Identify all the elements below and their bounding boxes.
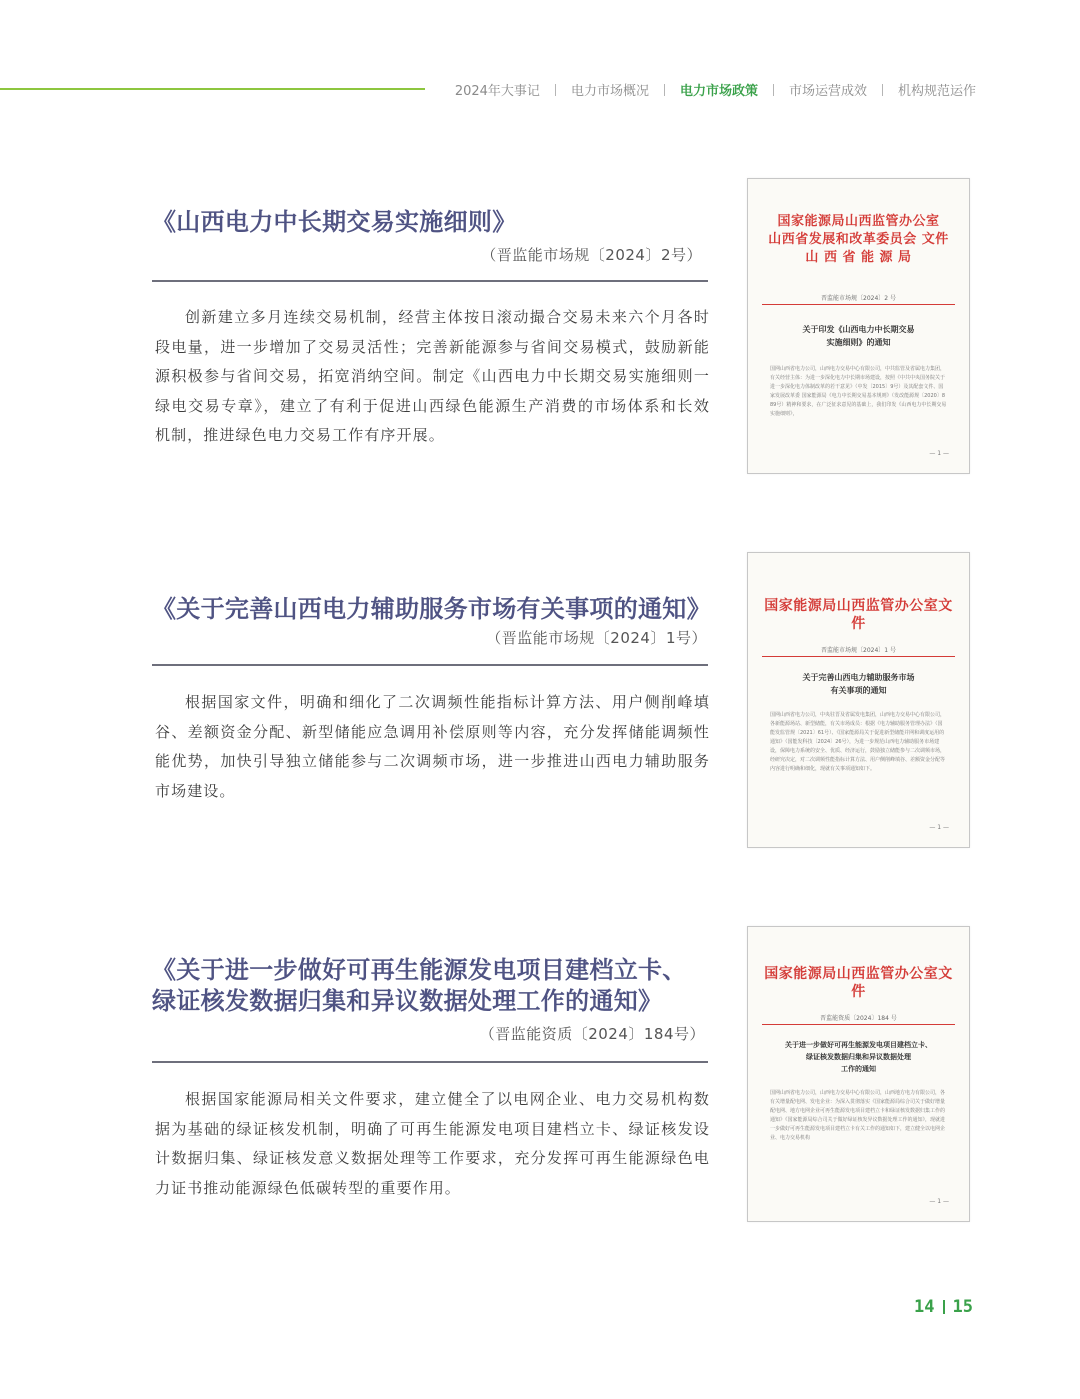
nav-separator bbox=[882, 84, 883, 96]
document-number: 晋监能资质〔2024〕184 号 bbox=[820, 1015, 897, 1022]
page-number-left: 14 bbox=[914, 1297, 935, 1317]
red-divider bbox=[762, 656, 955, 657]
header-accent-line bbox=[0, 88, 425, 90]
nav-separator bbox=[773, 84, 774, 96]
document-page-number: — 1 — bbox=[929, 1198, 949, 1205]
policy-body-1: 创新建立多月连续交易机制，经营主体按日滚动撮合交易未来六个月各时段电量，进一步增加了交易灵活性；完善新能源参与省间交易模式，鼓励新能源积极参与省间交易，拓宽消纳空间。制定《山西电力中长期交易实施细则一绿电交易专章》，建立了有利于促进山西绿色能源生产消费的市场体系和长效机制，推进绿色电力交易工作有序开展。 bbox=[155, 308, 710, 444]
document-number: 晋监能市场规〔2024〕2 号 bbox=[821, 295, 896, 302]
policy-title-line: 《关于进一步做好可再生能源发电项目建档立卡、 bbox=[152, 956, 687, 984]
section-divider bbox=[152, 664, 708, 666]
document-header: 国家能源局山西监管办公室文件 bbox=[764, 598, 953, 632]
document-page-number: — 1 — bbox=[929, 450, 949, 457]
page-numbers bbox=[914, 1297, 973, 1317]
document-thumbnail-1 bbox=[747, 178, 970, 474]
red-divider bbox=[762, 1024, 955, 1025]
page-number-separator bbox=[943, 1300, 945, 1314]
document-thumbnail-3 bbox=[747, 926, 970, 1222]
nav-separator bbox=[664, 84, 665, 96]
document-title: 关于完善山西电力辅助服务市场 有关事项的通知 bbox=[802, 673, 915, 695]
document-page-number: — 1 — bbox=[929, 824, 949, 831]
document-text: 国网山西省电力公司，山西电力交易中心有限公司，中共监管及省属电力集团，有关经营主体：为进一步深化电力中长期市场建设，按照《中共中央国务院关于进一步深化电力体制改革的若干意见》（中发〔2015〕9号）及其配套文件、国家发展改革委 国家能源局《电力中长期交易基本规则》（发改能源规〔2020〕889号）精神和要求，在广泛征求意见的基础上，我们印发《山西电力中长期交易实施细则》， bbox=[770, 366, 947, 417]
policy-title-3 bbox=[152, 955, 687, 1017]
document-number: 晋监能市场规〔2024〕1 号 bbox=[821, 647, 896, 654]
policy-title-2 bbox=[152, 594, 711, 625]
policy-doc-number-3: （晋监能资质〔2024〕184号） bbox=[479, 1025, 705, 1043]
section-divider bbox=[152, 1061, 708, 1063]
document-title: 关于印发《山西电力中长期交易 实施细则》的通知 bbox=[802, 325, 915, 347]
document-thumbnail-2 bbox=[747, 552, 970, 848]
nav-item-market-policy[interactable]: 电力市场政策 bbox=[679, 84, 758, 99]
section-nav bbox=[455, 80, 976, 99]
nav-item-operation-results[interactable]: 市场运营成效 bbox=[788, 84, 867, 99]
policy-title-line: 绿证核发数据归集和异议数据处理工作的通知》 bbox=[152, 987, 663, 1015]
document-header: 国家能源局山西监管办公室文件 bbox=[764, 966, 953, 1000]
document-text: 国网山西省电力公司，中央驻晋及省属发电集团，山西电力交易中心有限公司，各新能源场站、新型储能，有关市场成员：根据《电力辅助服务管理办法》（国能发监管规〔2021〕61号）、《国家能源局关于促进新型储能并网和调度运用的通知》（国能发科技〔2024〕26号），为进一步规范山西电力辅助服务市场建设，保障电力系统的安全、优质、经济运行，鼓励独立储能参与二次调频市场，经研究决定，对二次调频性能指标计算方法、用户侧削峰填谷、差额资金分配等内容进行明确和细化，现就有关事项通知如下。 bbox=[770, 712, 946, 772]
document-title: 关于进一步做好可再生能源发电项目建档立卡、 绿证核发数据归集和异议数据处理 工作的通知 bbox=[785, 1041, 932, 1073]
nav-item-market-overview[interactable]: 电力市场概况 bbox=[570, 84, 649, 99]
policy-title-line: 《关于完善山西电力辅助服务市场有关事项的通知》 bbox=[152, 595, 711, 623]
red-divider bbox=[762, 304, 955, 305]
nav-item-events[interactable]: 2024年大事记 bbox=[454, 84, 540, 99]
policy-title-line: 《山西电力中长期交易实施细则》 bbox=[152, 208, 517, 236]
policy-body-2: 根据国家文件，明确和细化了二次调频性能指标计算方法、用户侧削峰填谷、差额资金分配、新型储能应急调用补偿原则等内容，充分发挥储能调频性能优势，加快引导独立储能参与二次调频市场，进一步推进山西电力辅助服务市场建设。 bbox=[155, 693, 710, 800]
policy-doc-number-2: （晋监能市场规〔2024〕1号） bbox=[486, 629, 707, 647]
document-text: 国网山西省电力公司，山西电力交易中心有限公司，山西地方电力有限公司，各有关增量配电网、发电企业：为深入贯彻落实《国家能源局综合司关于做好增量配电网、地方电网企业可再生能源发电项目建档立卡和绿证核发数据归集工作的通知》《国家能源局综合司关于做好绿证核发异议数据处理工作的通知》，现就进一步做好可再生能源发电项目建档立卡有关工作的通知如下，建立健全以电网企业、电力交易机构 bbox=[770, 1090, 946, 1141]
policy-title-1 bbox=[152, 207, 517, 238]
section-divider bbox=[152, 280, 708, 282]
nav-separator bbox=[555, 84, 556, 96]
policy-body-3: 根据国家能源局相关文件要求，建立健全了以电网企业、电力交易机构数据为基础的绿证核发机制，明确了可再生能源发电项目建档立卡、绿证核发设计数据归集、绿证核发意义数据处理等工作要求，充分发挥可再生能源绿色电力证书推动能源绿色低碳转型的重要作用。 bbox=[155, 1090, 710, 1197]
nav-item-institution[interactable]: 机构规范运作 bbox=[897, 84, 976, 99]
policy-doc-number-1: （晋监能市场规〔2024〕2号） bbox=[481, 246, 702, 264]
page-number-right: 15 bbox=[952, 1297, 973, 1317]
document-header: 国家能源局山西监管办公室 山西省发展和改革委员会 文件 山 西 省 能 源 局 bbox=[768, 214, 949, 265]
